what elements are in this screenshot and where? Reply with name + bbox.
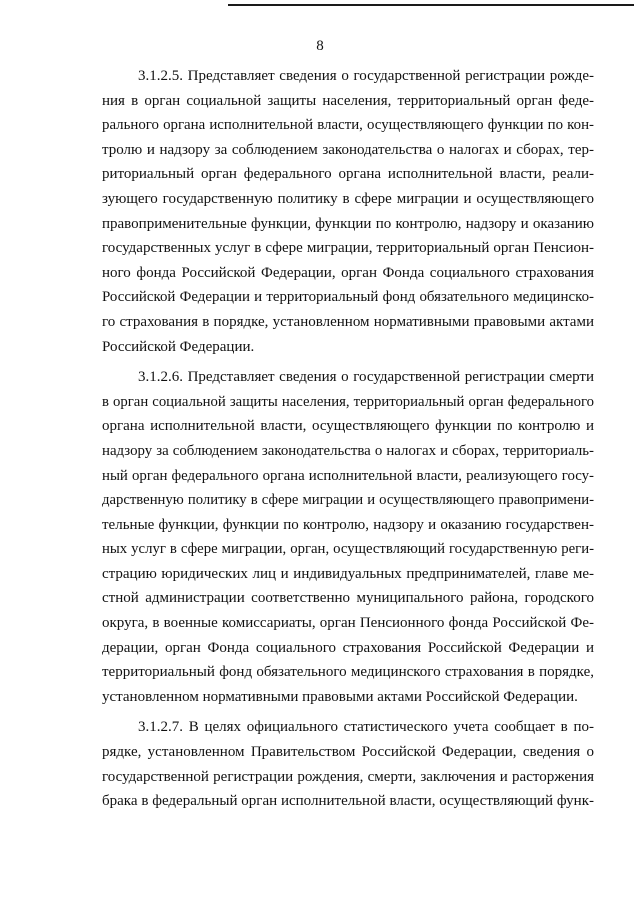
paragraph-line: округа, в военные комиссариаты, орган Пенсионного фонда Российской Фе- (102, 615, 594, 632)
document-body (102, 64, 594, 820)
paragraph-line: страцию юридических лиц и индивидуальных предпринимателей, главе ме- (102, 565, 594, 582)
paragraph-3-1-2-6 (102, 365, 594, 709)
top-rule (228, 4, 634, 6)
paragraph-line: территориальный фонд обязательного медицинского страхования в порядке, (102, 664, 594, 681)
paragraph-3-1-2-7 (102, 715, 594, 813)
paragraph-line: го страхования в порядке, установленном нормативными правовыми актами (102, 313, 594, 330)
paragraph-line: рядке, установленном Правительством Российской Федерации, сведения о (102, 744, 594, 761)
paragraph-line: риториальный орган федерального органа исполнительной власти, реали- (102, 166, 594, 183)
paragraph-3-1-2-5 (102, 64, 594, 359)
paragraph-line: Российской Федерации и территориальный фонд обязательного медицинско- (102, 289, 594, 306)
paragraph-line: надзору за соблюдением законодательства о налогах и сборах, территориаль- (102, 442, 594, 459)
paragraph-line: ного фонда Российской Федерации, орган Фонда социального страхования (102, 264, 594, 281)
paragraph-line: Российской Федерации. (102, 338, 255, 355)
paragraph-line: 3.1.2.7. В целях официального статистического учета сообщает в по- (138, 719, 594, 736)
paragraph-line: правоприменительные функции, функции по контролю, надзору и оказанию (102, 215, 594, 232)
paragraph-line: дарственную политику в сфере миграции и осуществляющего правопримени- (102, 492, 594, 509)
paragraph-line: брака в федеральный орган исполнительной власти, осуществляющий функ- (102, 793, 594, 810)
paragraph-line: установленном нормативными правовыми актами Российской Федерации. (102, 688, 578, 705)
paragraph-line: дерации, орган Фонда социального страхования Российской Федерации и (102, 639, 594, 656)
paragraph-line: зующего государственную политику в сфере миграции и осуществляющего (102, 190, 594, 207)
paragraph-line: в орган социальной защиты населения, территориальный орган федерального (102, 393, 594, 410)
paragraph-line: стной администрации соответственно муниципального района, городского (102, 590, 594, 607)
paragraph-line: ных услуг в сфере миграции, орган, осуществляющий государственную реги- (102, 541, 594, 558)
paragraph-line: ный орган федерального органа исполнительной власти, реализующего госу- (102, 467, 594, 484)
page-number: 8 (316, 38, 324, 54)
paragraph-line: рального органа исполнительной власти, осуществляющего функции по кон- (102, 117, 594, 134)
paragraph-line: 3.1.2.6. Представляет сведения о государственной регистрации смерти (138, 369, 594, 386)
paragraph-line: тельные функции, функции по контролю, надзору и оказанию государствен- (102, 516, 594, 533)
paragraph-line: тролю и надзору за соблюдением законодательства о налогах и сборах, тер- (102, 141, 594, 158)
paragraph-line: ния в орган социальной защиты населения, территориальный орган феде- (102, 92, 594, 109)
paragraph-line: 3.1.2.5. Представляет сведения о государственной регистрации рожде- (138, 68, 594, 84)
paragraph-line: государственной регистрации рождения, смерти, заключения и расторжения (102, 768, 594, 785)
paragraph-line: органа исполнительной власти, осуществляющего функции по контролю и (102, 418, 594, 435)
paragraph-line: государственных услуг в сфере миграции, территориальный орган Пенсион- (102, 240, 594, 257)
